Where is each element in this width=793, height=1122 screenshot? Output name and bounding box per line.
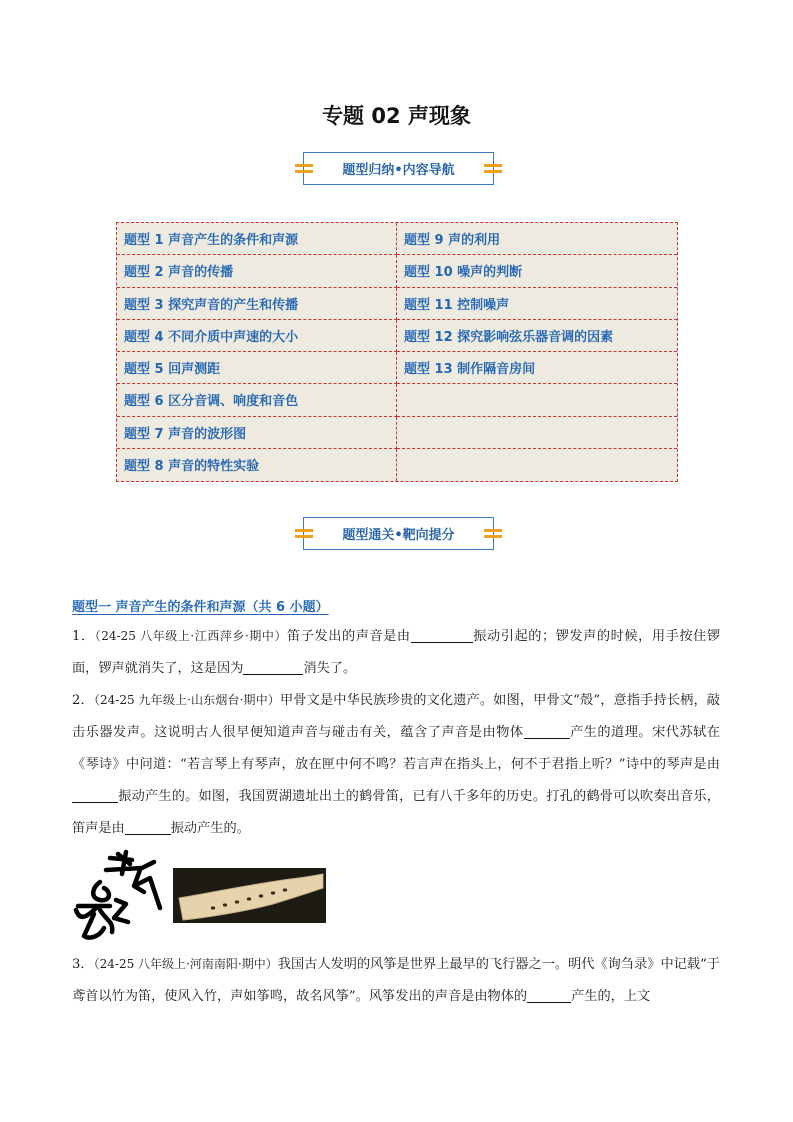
toc-item[interactable]: 题型 7 声音的波形图: [117, 417, 397, 449]
content-nav-banner: [303, 152, 494, 185]
answer-blank[interactable]: [527, 986, 571, 1003]
practice-banner: [303, 517, 494, 550]
question-1: [72, 620, 720, 685]
toc-item[interactable]: 题型 8 声音的特性实验: [117, 449, 397, 481]
question-number: 2．: [72, 693, 94, 708]
answer-blank[interactable]: [72, 786, 118, 803]
answer-blank[interactable]: [411, 626, 473, 643]
question-text: 甲骨文是中华民族珍贵的文化遗产。如图，甲骨文“殻”，意指手持长柄，敲击乐器发声。这说明古人很早便知道声音与碰击有关，蕴含了声音是由物体: [72, 693, 720, 740]
toc-item[interactable]: 题型 3 探究声音的产生和传播: [117, 288, 397, 320]
toc-item[interactable]: 题型 4 不同介质中声速的大小: [117, 320, 397, 352]
question-number: 1．: [72, 629, 95, 644]
question-text: 振动引起的；锣发声的时候，用手按住锣面，锣声就消失了，这是因为: [72, 629, 721, 676]
question-text: 振动产生的。: [170, 821, 250, 836]
question-text: 我国古人发明的风筝是世界上最早的飞行器之一。明代《询刍录》中记载“于鸢首以竹为笛，使风入竹，声如筝鸣，故名风筝”。风筝发出的声音是由物体的: [72, 957, 720, 1004]
answer-blank[interactable]: [524, 722, 570, 739]
question-source: （24-25 八年级上·江西萍乡·期中）: [94, 629, 288, 643]
banner-deco-icon: [295, 162, 313, 176]
toc-item[interactable]: 题型 12 探究影响弦乐器音调的因素: [397, 320, 677, 352]
toc-empty-cell: [397, 449, 677, 481]
question-text: 产生的道理。宋代苏轼在《琴诗》中问道：“若言琴上有琴声，放在匣中何不鸣？若言声在指头上，何不于君指上听？”诗中的琴声是由: [72, 725, 720, 772]
question-2: [72, 684, 720, 845]
banner-deco-icon: [484, 162, 502, 176]
oracle-bone-character-image: [70, 848, 170, 943]
toc-empty-cell: [397, 417, 677, 449]
toc-item[interactable]: 题型 6 区分音调、响度和音色: [117, 384, 397, 416]
question-text: 振动产生的。如图，我国贾湖遗址出土的鹤骨笛，已有八千多年的历史。打孔的鹤骨可以吹奏出音乐，笛声是由: [72, 789, 720, 836]
banner-deco-icon: [484, 527, 502, 541]
toc-item[interactable]: 题型 13 制作隔音房间: [397, 352, 677, 384]
bone-flute-image: [173, 868, 326, 923]
toc-empty-cell: [397, 384, 677, 416]
question-source: （24-25 八年级上·河南南阳·期中）: [93, 957, 278, 971]
toc-item[interactable]: 题型 1 声音产生的条件和声源: [117, 223, 397, 255]
toc-item[interactable]: 题型 10 噪声的判断: [397, 255, 677, 287]
toc-item[interactable]: 题型 9 声的利用: [397, 223, 677, 255]
banner-deco-icon: [295, 527, 313, 541]
bone-flute-icon: [173, 868, 326, 923]
section-heading[interactable]: 题型一 声音产生的条件和声源（共 6 小题）: [72, 600, 329, 615]
question-3: [72, 948, 720, 1013]
answer-blank[interactable]: [125, 818, 171, 835]
question-number: 3．: [72, 957, 94, 972]
toc-item[interactable]: 题型 11 控制噪声: [397, 288, 677, 320]
answer-blank[interactable]: [243, 658, 303, 675]
toc-item[interactable]: 题型 2 声音的传播: [117, 255, 397, 287]
question-text: 笛子发出的声音是由: [287, 629, 411, 644]
toc-item[interactable]: 题型 5 回声测距: [117, 352, 397, 384]
page-title: 专题 02 声现象: [322, 104, 471, 128]
topic-table: [116, 222, 678, 482]
content-nav-banner-label: 题型归纳•内容导航: [342, 163, 455, 178]
question-source: （24-25 九年级上·山东烟台·期中）: [93, 693, 280, 707]
question-text: 消失了。: [303, 661, 357, 676]
question-text: 产生的，上文: [571, 989, 651, 1004]
practice-banner-label: 题型通关•靶向提分: [342, 528, 455, 543]
